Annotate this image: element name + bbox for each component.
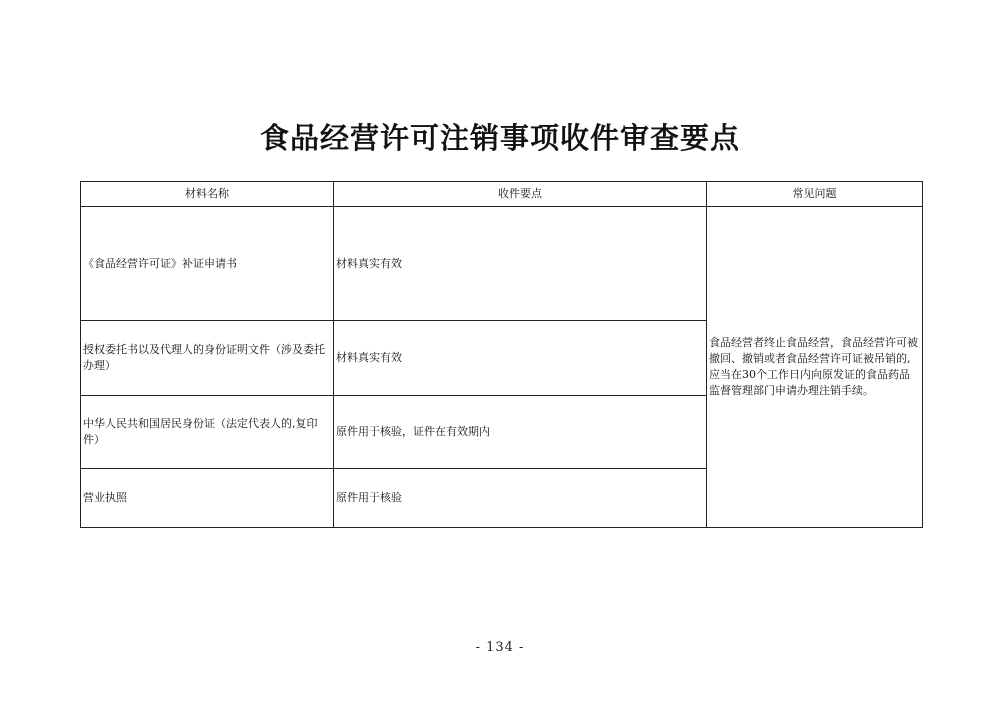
material-cell: 中华人民共和国居民身份证（法定代表人的,复印件） [81,396,334,469]
page-number: - 134 - [475,640,525,655]
table-row [81,207,923,321]
material-cell: 授权委托书以及代理人的身份证明文件（涉及委托办理） [81,321,334,396]
page-title: 食品经营许可注销事项收件审查要点 [259,121,740,155]
requirement-cell: 材料真实有效 [334,321,707,396]
header-common-issues: 常见问题 [707,182,923,207]
header-requirements: 收件要点 [334,182,707,207]
review-points-table [80,181,923,528]
table-header-row [81,182,923,207]
requirement-cell: 材料真实有效 [334,207,707,321]
requirement-cell: 原件用于核验，证件在有效期内 [334,396,707,469]
header-material-name: 材料名称 [81,182,334,207]
common-issue-cell: 食品经营者终止食品经营，食品经营许可被撤回、撤销或者食品经营许可证被吊销的,应当在30个工作日内向原发证的食品药品监督管理部门申请办理注销手续。 [707,207,923,528]
material-cell: 《食品经营许可证》补证申请书 [81,207,334,321]
material-cell: 营业执照 [81,469,334,528]
requirement-cell: 原件用于核验 [334,469,707,528]
